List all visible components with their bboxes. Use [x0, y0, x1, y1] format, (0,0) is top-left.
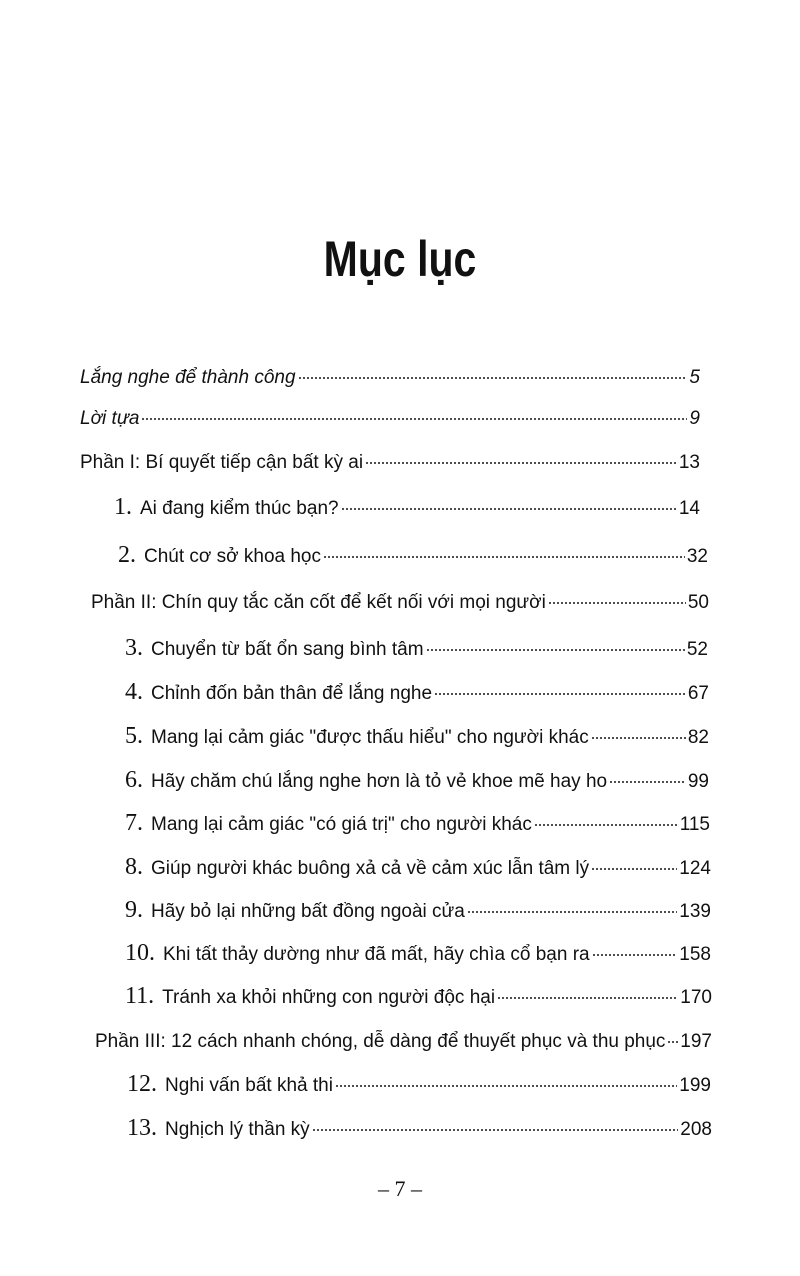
toc-entry-page: 99: [687, 771, 709, 792]
toc-leader-dots: [335, 1085, 677, 1087]
toc-chapter-number: 11.: [125, 983, 155, 1009]
toc-part-heading: [91, 591, 709, 615]
page-title: Mục lục: [323, 231, 477, 287]
toc-part-heading: [95, 1030, 712, 1054]
toc-entry-page: 208: [680, 1119, 712, 1140]
toc-entry-page: 199: [679, 1075, 711, 1096]
toc-chapter-number: 9.: [125, 897, 143, 923]
toc-entry-page: 52: [686, 639, 708, 660]
toc-chapter-entry: [125, 680, 709, 704]
toc-chapter-entry: [127, 1116, 712, 1140]
toc-leader-dots: [534, 824, 678, 826]
toc-entry-page: 82: [687, 727, 709, 748]
toc-chapter-number: 2.: [118, 542, 136, 568]
toc-entry-label: Giúp người khác buông xả cả về cảm xúc lẫn tâm lý: [151, 858, 590, 879]
toc-entry-label: Nghi vấn bất khả thi: [165, 1075, 333, 1096]
toc-entry-page: 158: [679, 944, 711, 965]
toc-chapter-entry: [125, 636, 708, 660]
toc-chapter-entry: [125, 898, 711, 922]
toc-leader-dots: [434, 693, 686, 695]
toc-chapter-entry: [127, 1072, 711, 1096]
toc-entry-label: Khi tất thảy dường như đã mất, hãy chìa cổ bạn ra: [163, 944, 590, 965]
toc-entry-page: 197: [680, 1031, 712, 1052]
toc-leader-dots: [323, 556, 685, 558]
toc-chapter-entry: [125, 984, 712, 1008]
toc-chapter-entry: [125, 724, 709, 748]
toc-entry-label: Tránh xa khỏi những con người độc hại: [162, 987, 496, 1008]
toc-entry-page: 32: [686, 546, 708, 567]
toc-leader-dots: [609, 781, 686, 783]
toc-chapter-entry: [125, 941, 711, 965]
toc-chapter-entry: [125, 811, 710, 835]
toc-leader-dots: [497, 997, 678, 999]
toc-entry-label: Lời tựa: [80, 408, 140, 429]
toc-entry-label: Hãy chăm chú lắng nghe hơn là tỏ vẻ khoe mẽ hay ho: [151, 771, 608, 792]
toc-entry-label: Ai đang kiểm thúc bạn?: [140, 498, 339, 519]
toc-leader-dots: [298, 377, 688, 379]
toc-chapter-number: 3.: [125, 635, 143, 661]
toc-leader-dots: [591, 737, 686, 739]
toc-entry-label: Lắng nghe để thành công: [80, 367, 296, 388]
toc-leader-dots: [365, 462, 677, 464]
toc-entry-page: 5: [689, 367, 700, 388]
toc-leader-dots: [312, 1129, 679, 1131]
toc-chapter-entry: [114, 495, 700, 519]
toc-entry-page: 170: [680, 987, 712, 1008]
toc-chapter-number: 4.: [125, 679, 143, 705]
toc-chapter-number: 10.: [125, 940, 155, 966]
toc-chapter-number: 6.: [125, 767, 143, 793]
toc-chapter-number: 7.: [125, 810, 143, 836]
toc-leader-dots: [591, 868, 677, 870]
toc-chapter-number: 12.: [127, 1071, 157, 1097]
toc-chapter-entry: [125, 855, 711, 879]
toc-entry-page: 9: [689, 408, 700, 429]
toc-entry-label: Phần II: Chín quy tắc căn cốt để kết nối với mọi người: [91, 592, 546, 613]
toc-entry-label: Chuyển từ bất ổn sang bình tâm: [151, 639, 424, 660]
toc-chapter-entry: [118, 543, 708, 567]
toc-chapter-entry: [125, 768, 709, 792]
toc-leader-dots: [426, 649, 685, 651]
toc-leader-dots: [341, 508, 677, 510]
toc-chapter-number: 13.: [127, 1115, 157, 1141]
toc-leader-dots: [548, 602, 686, 604]
page-number: – 7 –: [378, 1176, 422, 1201]
toc-entry: [80, 407, 700, 431]
toc-entry-label: Mang lại cảm giác "được thấu hiểu" cho người khác: [151, 727, 589, 748]
toc-entry-page: 13: [678, 452, 700, 473]
toc-entry-label: Hãy bỏ lại những bất đồng ngoài cửa: [151, 901, 465, 922]
toc-entry-label: Chút cơ sở khoa học: [144, 546, 322, 567]
toc-entry-page: 139: [679, 901, 711, 922]
toc-entry-page: 14: [678, 498, 700, 519]
toc-entry: [80, 366, 700, 390]
toc-entry-page: 67: [687, 683, 709, 704]
toc-entry-label: Nghịch lý thần kỳ: [165, 1119, 310, 1140]
toc-entry-label: Mang lại cảm giác "có giá trị" cho người khác: [151, 814, 532, 835]
toc-chapter-number: 5.: [125, 723, 143, 749]
toc-part-heading: [80, 451, 700, 475]
toc-leader-dots: [141, 418, 687, 420]
toc-leader-dots: [667, 1041, 678, 1043]
toc-entry-page: 50: [687, 592, 709, 613]
toc-entry-label: Chỉnh đốn bản thân để lắng nghe: [151, 683, 433, 704]
toc-chapter-number: 8.: [125, 854, 143, 880]
toc-chapter-number: 1.: [114, 494, 132, 520]
toc-entry-page: 115: [679, 814, 710, 835]
toc-entry-label: Phần I: Bí quyết tiếp cận bất kỳ ai: [80, 452, 364, 473]
toc-entry-page: 124: [679, 858, 711, 879]
toc-leader-dots: [467, 911, 677, 913]
toc-entry-label: Phần III: 12 cách nhanh chóng, dễ dàng để thuyết phục và thu phục: [95, 1031, 666, 1052]
toc-leader-dots: [592, 954, 678, 956]
